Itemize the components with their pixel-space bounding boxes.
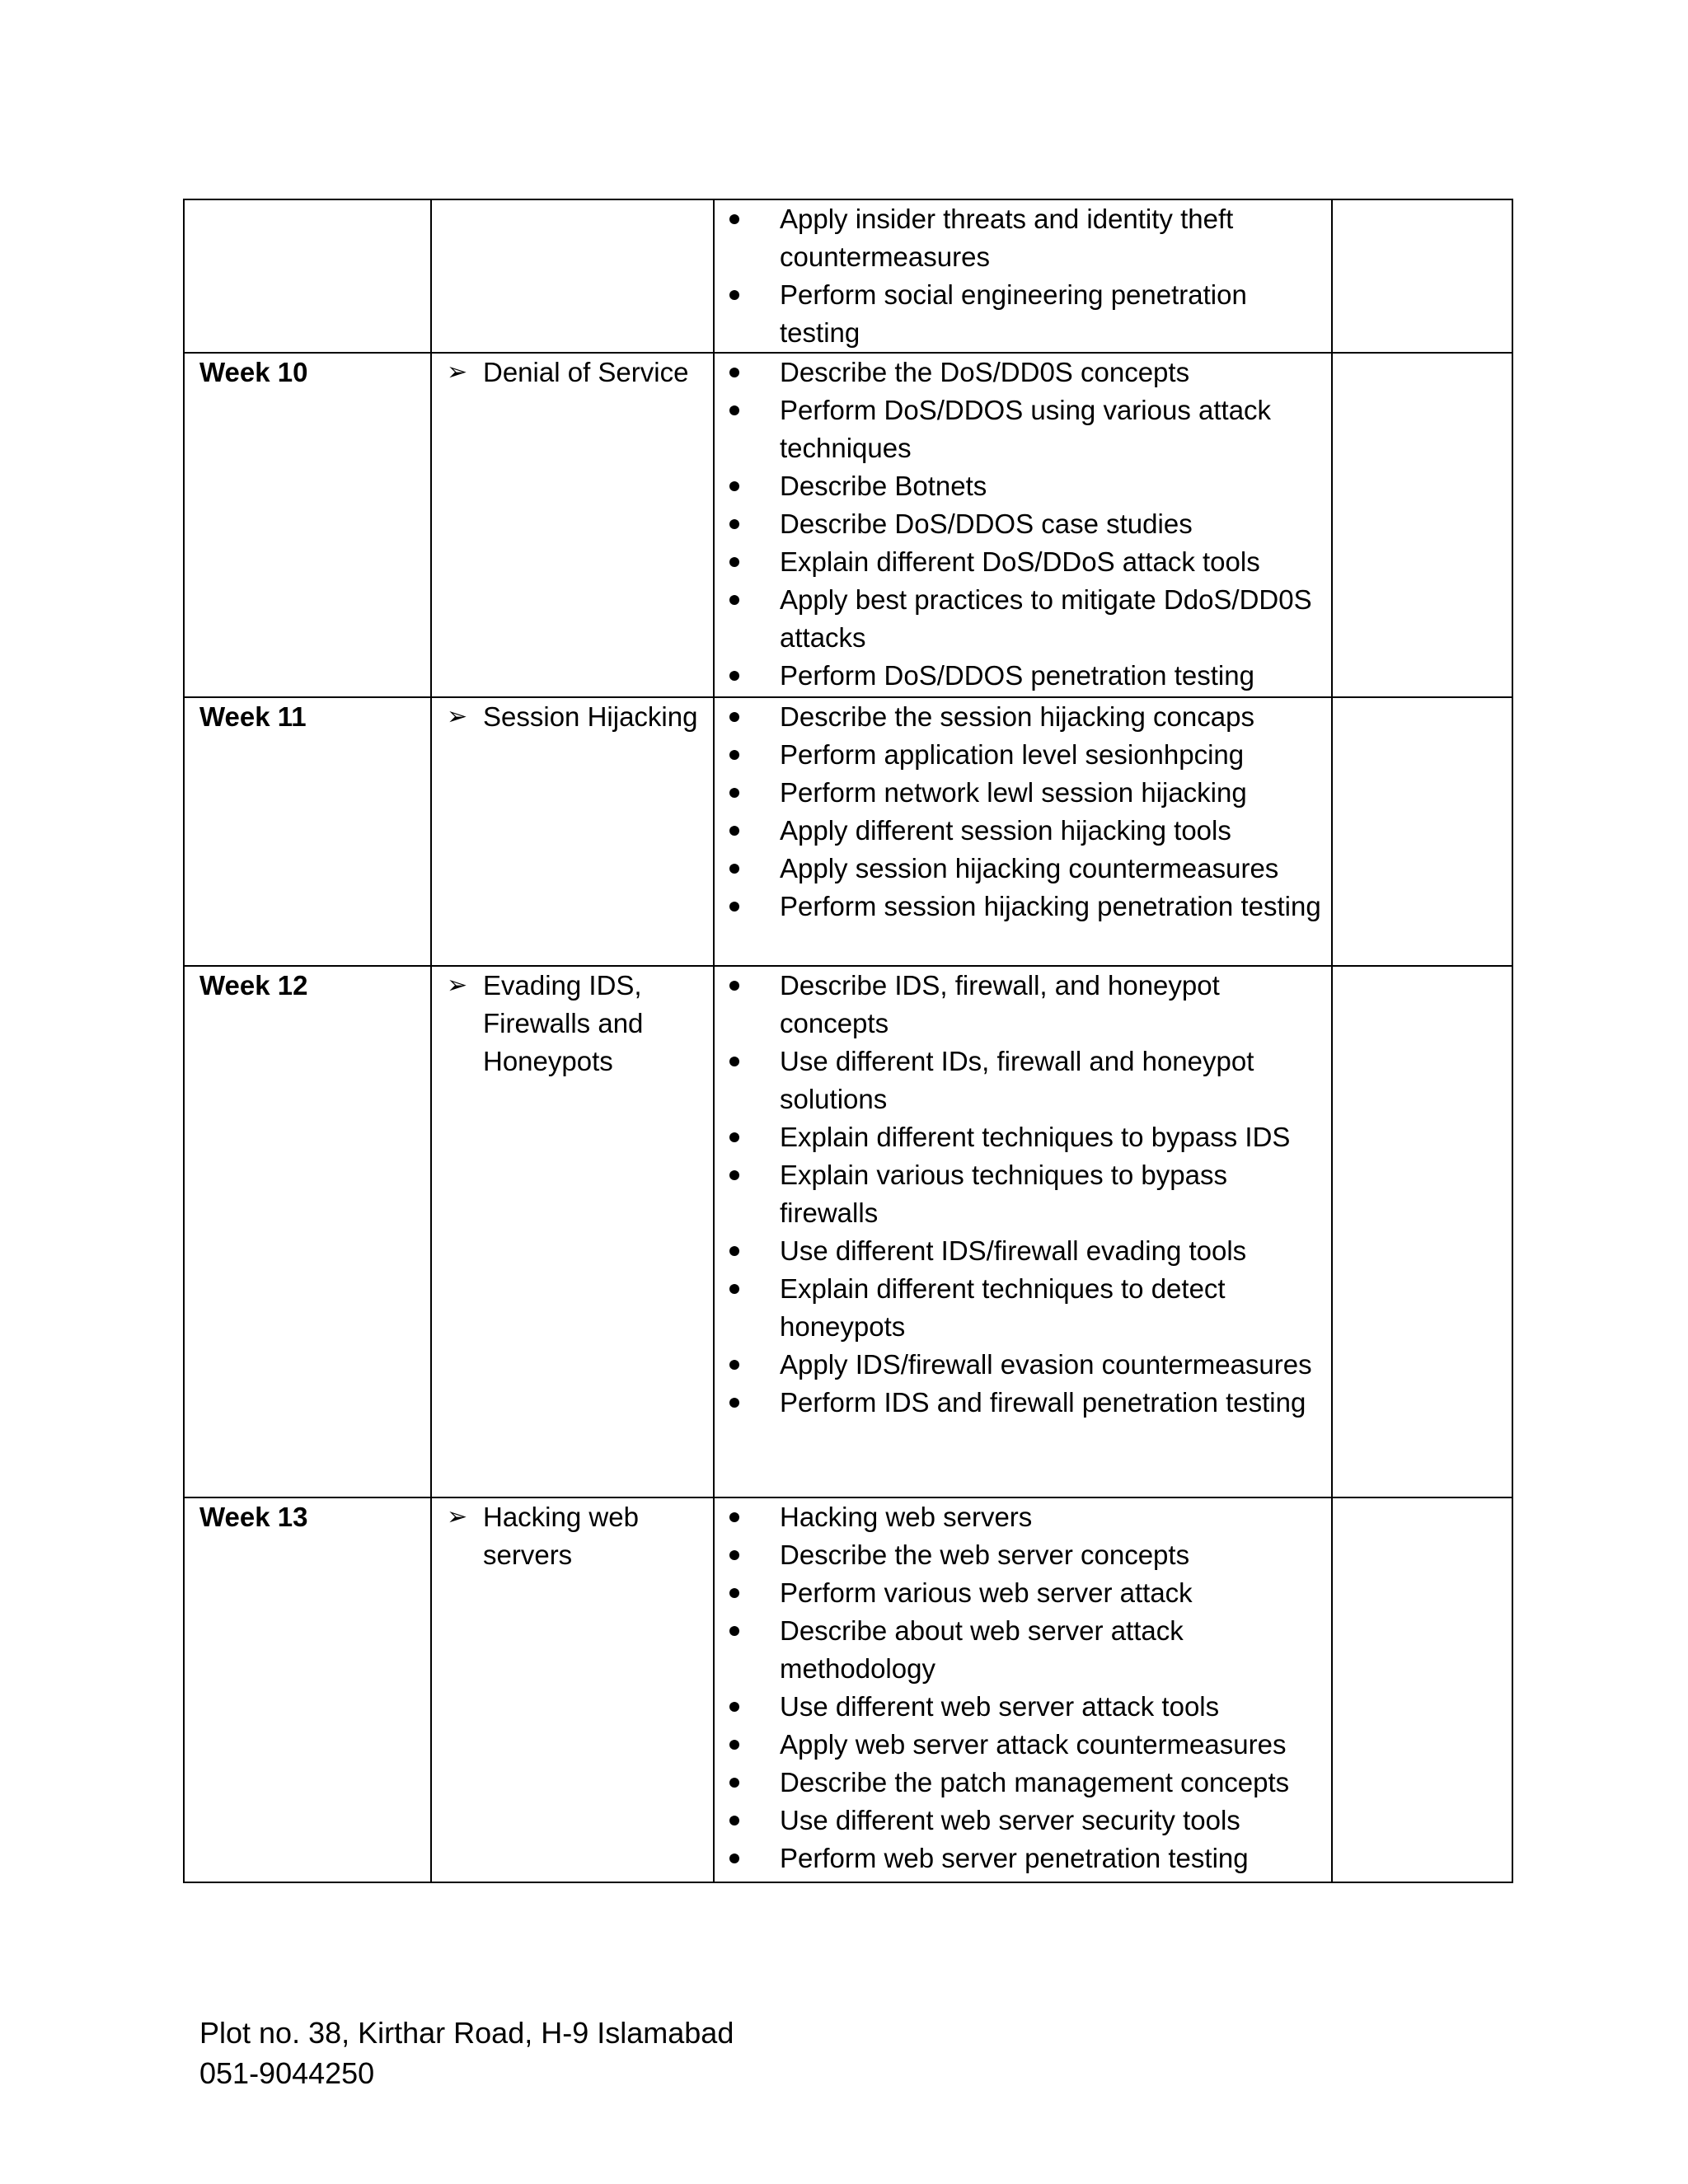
week-cell [184,199,431,353]
bullet-icon [729,290,739,300]
course-schedule-table [183,199,1513,1883]
list-item [715,1840,1328,1877]
bullet-icon [729,1778,739,1788]
objectives-cell [714,1497,1332,1882]
list-item [715,736,1328,774]
objectives-list [715,967,1331,1422]
table-row [184,353,1512,697]
footer [199,2013,734,2093]
objective-text: Explain various techniques to bypass firewalls [780,1160,1227,1228]
bullet-icon [729,712,739,722]
objective-text: Apply IDS/firewall evasion countermeasures [780,1349,1312,1380]
footer-phone: 051-9044250 [199,2056,375,2090]
list-item [715,1118,1328,1156]
bullet-icon [729,1284,739,1294]
topic-cell [431,199,714,353]
list-item [715,1688,1328,1726]
objectives-cell [714,199,1332,353]
objective-text: Perform IDS and firewall penetration testing [780,1387,1306,1418]
bullet-icon [729,671,739,681]
list-item [715,1498,1328,1536]
week-cell [184,1497,431,1882]
bullet-icon [729,1170,739,1180]
objectives-list [715,1498,1331,1877]
bullet-icon [729,1512,739,1522]
week-label: Week 13 [199,1502,308,1532]
list-item [715,543,1328,581]
arrow-bullet-icon: ➢ [447,972,468,999]
bullet-icon [729,750,739,760]
week-cell [184,353,431,697]
list-item [715,812,1328,850]
list-item [715,354,1328,391]
objective-text: Perform session hijacking penetration testing [780,891,1321,921]
topic-cell [431,697,714,966]
list-item [715,1043,1328,1118]
list-item [715,1574,1328,1612]
objective-text: Describe about web server attack methodology [780,1615,1184,1684]
notes-cell [1332,199,1512,353]
objective-text: Explain different DoS/DDoS attack tools [780,546,1260,577]
objective-text: Perform network lewl session hijacking [780,777,1247,808]
bullet-icon [729,595,739,605]
list-item [715,657,1328,695]
list-item [715,1156,1328,1232]
objective-text: Use different IDS/firewall evading tools [780,1235,1247,1266]
topic-label: Hacking web servers [483,1502,639,1570]
bullet-icon [729,1854,739,1863]
objective-text: Describe Botnets [780,471,987,501]
objective-text: Explain different techniques to bypass IDS [780,1122,1291,1152]
objective-text: Describe the web server concepts [780,1540,1190,1570]
bullet-icon [729,826,739,836]
week-label: Week 12 [199,970,308,1001]
list-item [715,1726,1328,1764]
objective-text: Describe IDS, firewall, and honeypot concepts [780,970,1220,1038]
objective-text: Perform various web server attack [780,1577,1193,1608]
objectives-cell [714,697,1332,966]
footer-address: Plot no. 38, Kirthar Road, H-9 Islamabad [199,2016,734,2050]
arrow-bullet-icon: ➢ [447,703,468,730]
bullet-icon [729,1246,739,1256]
week-label: Week 10 [199,357,308,387]
bullet-icon [729,1550,739,1560]
list-item [715,391,1328,467]
table-row [184,697,1512,966]
objective-text: Apply session hijacking countermeasures [780,853,1279,883]
bullet-icon [729,1398,739,1408]
topic-label: Session Hijacking [483,701,698,732]
list-item [715,774,1328,812]
notes-cell [1332,966,1512,1497]
notes-cell [1332,1497,1512,1882]
objective-text: Apply different session hijacking tools [780,815,1231,846]
objective-text: Perform DoS/DDOS penetration testing [780,660,1254,691]
list-item [715,276,1328,352]
list-item [715,200,1328,276]
list-item [715,1802,1328,1840]
notes-cell [1332,697,1512,966]
topic-label: Denial of Service [483,357,689,387]
list-item [715,1764,1328,1802]
list-item [715,467,1328,505]
list-item [715,581,1328,657]
bullet-icon [729,481,739,491]
objectives-list [715,698,1331,926]
bullet-icon [729,902,739,912]
list-item [715,850,1328,888]
bullet-icon [729,1702,739,1712]
objective-text: Perform social engineering penetration testing [780,279,1247,348]
objective-text: Describe the patch management concepts [780,1767,1290,1797]
objective-text: Apply insider threats and identity theft countermeasures [780,204,1234,272]
bullet-icon [729,405,739,415]
list-item [715,505,1328,543]
notes-cell [1332,353,1512,697]
bullet-icon [729,519,739,529]
list-item [715,1612,1328,1688]
table-row [184,966,1512,1497]
objective-text: Explain different techniques to detect honeypots [780,1273,1226,1342]
bullet-icon [729,1360,739,1370]
objective-text: Apply web server attack countermeasures [780,1729,1287,1760]
objective-text: Use different IDs, firewall and honeypot solutions [780,1046,1254,1114]
bullet-icon [729,981,739,991]
table-row [184,1497,1512,1882]
bullet-icon [729,864,739,874]
bullet-icon [729,1057,739,1066]
bullet-icon [729,1132,739,1142]
objective-text: Describe the session hijacking concaps [780,701,1254,732]
list-item [715,1536,1328,1574]
objective-text: Describe DoS/DDOS case studies [780,509,1193,539]
list-item [715,967,1328,1043]
schedule-body [184,199,1512,1882]
arrow-bullet-icon: ➢ [447,359,468,386]
list-item [715,1270,1328,1346]
bullet-icon [729,368,739,377]
objective-text: Perform DoS/DDOS using various attack techniques [780,395,1272,463]
objectives-cell [714,966,1332,1497]
topic [432,354,713,391]
week-label: Week 11 [199,701,307,732]
bullet-icon [729,214,739,224]
objectives-cell [714,353,1332,697]
list-item [715,1384,1328,1422]
list-item [715,1232,1328,1270]
bullet-icon [729,1588,739,1598]
topic [432,967,713,1080]
list-item [715,888,1328,926]
topic-cell [431,1497,714,1882]
objective-text: Hacking web servers [780,1502,1033,1532]
objective-text: Describe the DoS/DD0S concepts [780,357,1190,387]
bullet-icon [729,788,739,798]
bullet-icon [729,1816,739,1825]
topic-cell [431,966,714,1497]
objective-text: Apply best practices to mitigate DdoS/DD0S attacks [780,584,1312,653]
topic [432,698,713,736]
topic [432,1498,713,1574]
objective-text: Perform web server penetration testing [780,1843,1249,1873]
topic-label: Evading IDS, Firewalls and Honeypots [483,970,644,1076]
arrow-bullet-icon: ➢ [447,1503,468,1530]
objective-text: Perform application level sesionhpcing [780,739,1245,770]
list-item [715,1346,1328,1384]
table-row [184,199,1512,353]
bullet-icon [729,557,739,567]
week-cell [184,966,431,1497]
week-cell [184,697,431,966]
topic-cell [431,353,714,697]
list-item [715,698,1328,736]
objectives-list [715,354,1331,695]
bullet-icon [729,1626,739,1636]
objective-text: Use different web server security tools [780,1805,1240,1835]
objectives-list [715,200,1331,352]
bullet-icon [729,1740,739,1750]
objective-text: Use different web server attack tools [780,1691,1220,1722]
